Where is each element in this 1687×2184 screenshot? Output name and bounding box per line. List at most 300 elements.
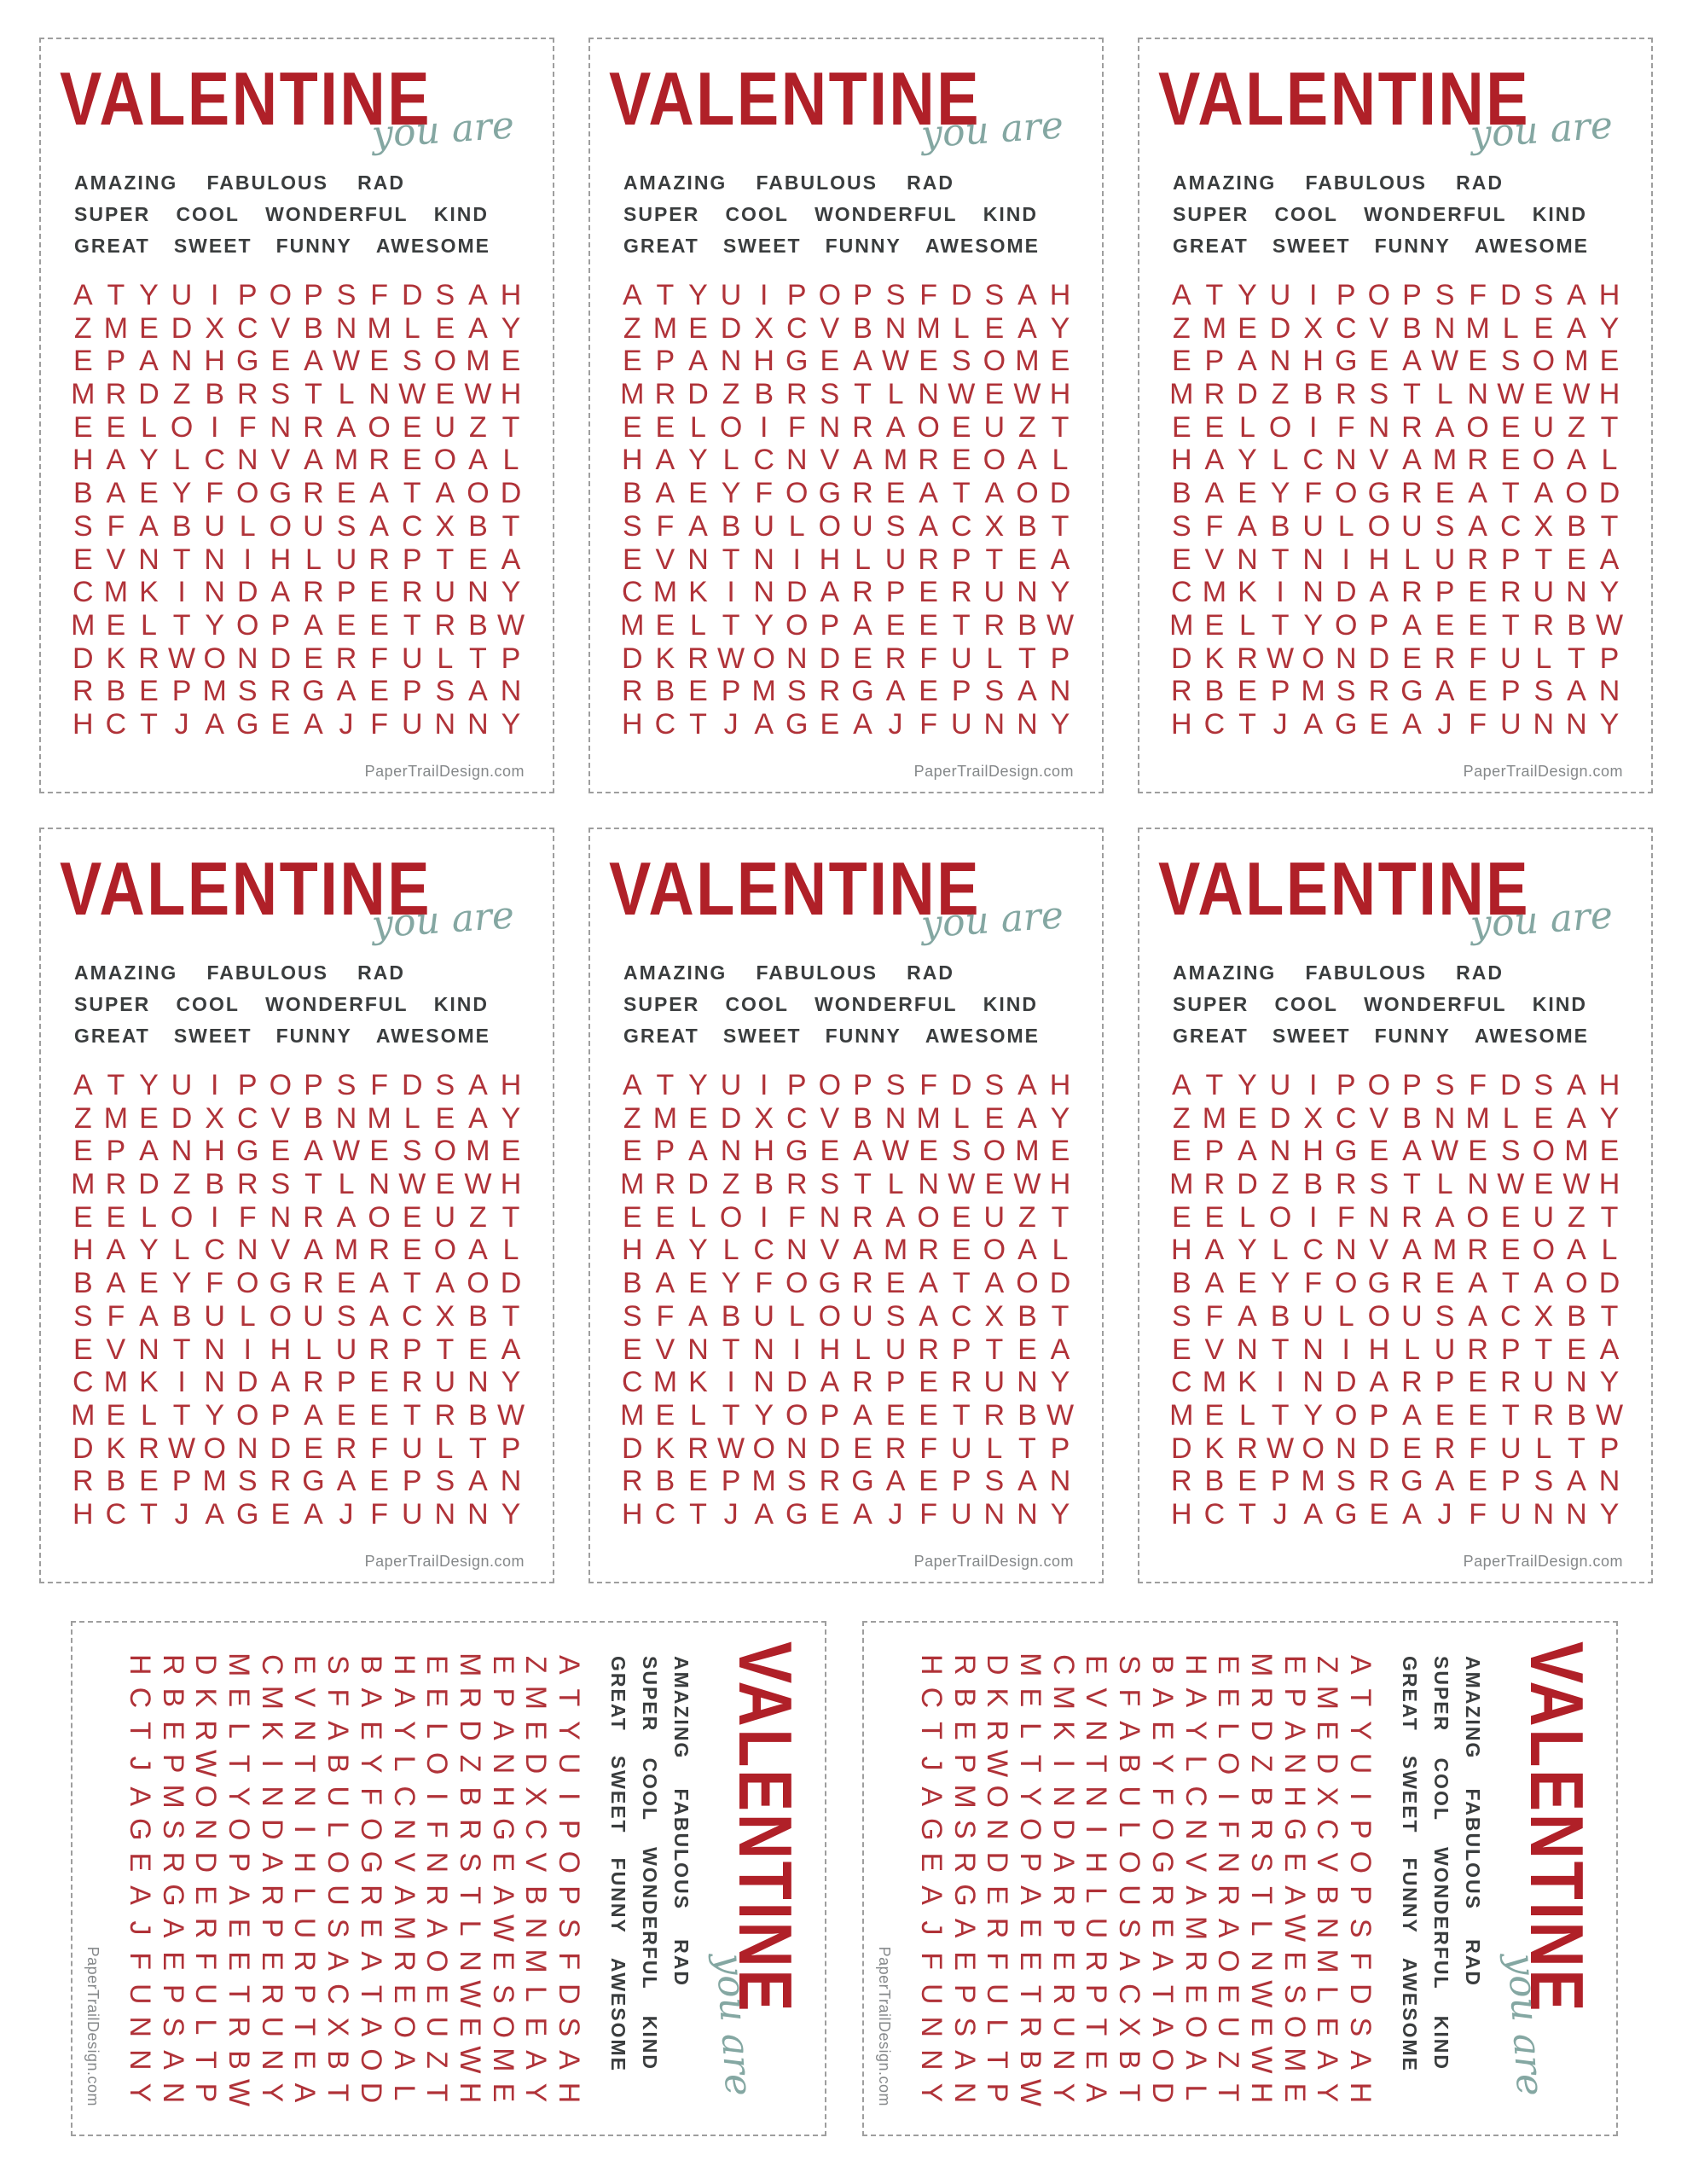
grid-letter: R xyxy=(1046,1983,1080,2005)
grid-letter: T xyxy=(952,1267,971,1300)
grid-letter: A xyxy=(1402,444,1422,477)
grid-letter: E xyxy=(288,2050,322,2070)
grid-letter: A xyxy=(336,1465,357,1498)
grid-letter: O xyxy=(387,2015,420,2039)
card-title: VALENTINE xyxy=(1515,1641,1599,2014)
grid-letter: S xyxy=(1533,279,1554,311)
grid-letter: O xyxy=(917,410,940,444)
word-list-word: WONDERFUL xyxy=(1430,1847,1452,1990)
grid-letter: E xyxy=(369,345,389,378)
grid-letter: K xyxy=(139,1366,159,1399)
grid-row xyxy=(67,1399,527,1432)
grid-letter: C xyxy=(519,1818,553,1840)
grid-letter: C xyxy=(1302,1234,1324,1267)
grid-letter: F xyxy=(919,642,938,675)
grid-letter: A xyxy=(1468,477,1487,510)
grid-letter: Z xyxy=(1172,1101,1191,1135)
grid-letter: P xyxy=(106,345,126,378)
grid-letter: U xyxy=(1499,1432,1522,1465)
grid-letter: H xyxy=(500,378,522,411)
grid-letter: O xyxy=(1565,477,1588,510)
grid-letter: E xyxy=(1244,2017,1278,2037)
grid-letter: D xyxy=(72,642,94,675)
footer-credit: PaperTrailDesign.com xyxy=(913,1553,1074,1570)
grid-row xyxy=(981,1648,1014,2109)
grid-letter: C xyxy=(236,1101,258,1135)
grid-letter: H xyxy=(1080,1851,1113,1873)
grid-letter: L xyxy=(387,1755,420,1772)
grid-letter: S xyxy=(486,1984,519,2004)
grid-letter: O xyxy=(1014,1818,1047,1841)
grid-letter: S xyxy=(1336,675,1356,708)
grid-row xyxy=(1165,1102,1626,1136)
grid-letter: D xyxy=(1368,1432,1390,1465)
grid-letter: T xyxy=(1018,642,1036,675)
grid-row xyxy=(1165,1234,1626,1267)
grid-letter: A xyxy=(468,1101,488,1135)
grid-letter: T xyxy=(1080,1754,1113,1773)
grid-letter: Y xyxy=(1046,2082,1080,2103)
grid-letter: R xyxy=(368,444,390,477)
grid-letter: Y xyxy=(139,444,159,477)
grid-letter: R xyxy=(270,1465,292,1498)
grid-letter: E xyxy=(1533,1168,1554,1201)
grid-letter: F xyxy=(755,1267,774,1300)
grid-letter: M xyxy=(1432,444,1458,477)
grid-letter: O xyxy=(752,1432,775,1465)
grid-letter: F xyxy=(206,1267,224,1300)
grid-letter: O xyxy=(1278,2015,1311,2039)
grid-letter: P xyxy=(786,1069,807,1101)
grid-letter: A xyxy=(304,707,323,741)
grid-letter: C xyxy=(105,707,127,741)
grid-letter: M xyxy=(367,311,391,345)
card-slot-4 xyxy=(39,828,554,1583)
word-list-line xyxy=(1173,167,1504,199)
grid-letter: N xyxy=(335,311,357,345)
grid-letter: B xyxy=(1113,2050,1146,2070)
grid-letter: P xyxy=(1599,1432,1620,1465)
grid-letter: R xyxy=(948,1654,981,1676)
grid-letter: A xyxy=(1145,1951,1179,1971)
grid-letter: M xyxy=(916,1101,941,1135)
grid-letter: F xyxy=(981,1952,1014,1971)
grid-letter: O xyxy=(433,444,457,477)
grid-row xyxy=(1165,576,1626,609)
grid-letter: L xyxy=(304,1333,322,1366)
grid-letter: L xyxy=(1212,1722,1245,1739)
grid-letter: L xyxy=(239,509,256,543)
grid-letter: E xyxy=(435,1101,455,1135)
grid-letter: O xyxy=(1532,1135,1556,1168)
grid-letter: M xyxy=(1311,1685,1344,1711)
grid-letter: S xyxy=(72,1299,93,1333)
grid-row xyxy=(67,378,527,411)
grid-letter: W xyxy=(168,1432,196,1465)
grid-letter: E xyxy=(1369,707,1389,741)
grid-letter: A xyxy=(124,1786,157,1807)
grid-letter: A xyxy=(1145,2017,1179,2037)
grid-letter: D xyxy=(1269,1101,1291,1135)
grid-letter: E xyxy=(622,1135,642,1168)
grid-letter: V xyxy=(1369,311,1389,345)
grid-letter: I xyxy=(727,1366,735,1399)
grid-letter: A xyxy=(369,1267,389,1300)
grid-letter: T xyxy=(1568,1432,1586,1465)
letter-grid xyxy=(914,1648,1377,2109)
grid-letter: I xyxy=(759,1200,768,1234)
grid-letter: Z xyxy=(172,378,191,411)
word-list-word: SUPER xyxy=(623,203,700,225)
grid-letter: K xyxy=(1238,576,1257,609)
grid-letter: N xyxy=(204,1366,225,1399)
grid-letter: H xyxy=(453,2082,486,2104)
grid-letter: R xyxy=(236,378,258,411)
grid-letter: N xyxy=(1335,642,1357,675)
grid-letter: A xyxy=(655,1267,675,1300)
grid-letter: P xyxy=(655,345,675,378)
grid-letter: T xyxy=(1534,1333,1553,1366)
grid-letter: N xyxy=(368,1168,390,1201)
grid-letter: N xyxy=(467,707,489,741)
grid-letter: P xyxy=(786,279,807,311)
grid-letter: D xyxy=(1244,1720,1278,1741)
grid-letter: R xyxy=(288,1950,322,1972)
grid-letter: M xyxy=(1202,311,1227,345)
grid-letter: O xyxy=(467,1267,490,1300)
grid-letter: E xyxy=(1468,345,1487,378)
grid-letter: A xyxy=(223,1885,256,1905)
grid-letter: P xyxy=(1435,576,1455,609)
grid-letter: U xyxy=(255,2016,288,2038)
grid-letter: R xyxy=(819,675,841,708)
grid-letter: F xyxy=(107,1299,125,1333)
grid-row xyxy=(616,312,1076,346)
grid-letter: R xyxy=(335,1432,357,1465)
grid-letter: A xyxy=(288,2082,322,2103)
grid-letter: F xyxy=(1469,1069,1487,1101)
grid-row xyxy=(67,708,527,741)
grid-letter: H xyxy=(72,444,94,477)
grid-letter: B xyxy=(106,675,126,708)
grid-letter: D xyxy=(1344,1983,1377,2005)
grid-letter: U xyxy=(1533,1366,1555,1399)
grid-letter: O xyxy=(786,1267,809,1300)
grid-letter: A xyxy=(435,477,455,510)
grid-letter: H xyxy=(622,1234,643,1267)
grid-letter: V xyxy=(655,543,675,576)
grid-letter: W xyxy=(1595,608,1624,642)
grid-letter: L xyxy=(338,378,355,411)
grid-letter: T xyxy=(223,1754,256,1773)
grid-letter: R xyxy=(303,477,324,510)
grid-letter: R xyxy=(786,1168,808,1201)
grid-row xyxy=(1244,1648,1278,2109)
grid-letter: R xyxy=(786,378,808,411)
grid-letter: D xyxy=(1046,1818,1080,1840)
word-list-word: FUNNY xyxy=(1374,235,1451,257)
grid-letter: S xyxy=(984,1465,1005,1498)
grid-row xyxy=(67,1135,527,1168)
grid-letter: F xyxy=(1344,1952,1377,1971)
grid-letter: I xyxy=(420,1792,454,1801)
grid-letter: M xyxy=(1014,1653,1047,1677)
grid-letter: H xyxy=(1302,1135,1324,1168)
grid-letter: A xyxy=(984,477,1005,510)
grid-letter: U xyxy=(720,279,742,311)
grid-letter: E xyxy=(336,608,357,642)
grid-letter: E xyxy=(1238,477,1257,510)
grid-row xyxy=(1145,1648,1179,2109)
grid-letter: E xyxy=(1369,1497,1389,1531)
grid-letter: T xyxy=(453,1886,486,1904)
grid-letter: H xyxy=(819,543,841,576)
grid-letter: E xyxy=(688,1101,708,1135)
grid-letter: T xyxy=(1244,1886,1278,1904)
grid-letter: L xyxy=(722,444,739,477)
grid-letter: S xyxy=(453,1852,486,1873)
grid-letter: A xyxy=(468,311,488,345)
grid-letter: O xyxy=(1367,1069,1391,1101)
grid-letter: B xyxy=(453,1786,486,1807)
word-list-word: FABULOUS xyxy=(1305,171,1427,194)
grid-letter: H xyxy=(1171,1234,1192,1267)
grid-letter: R xyxy=(1533,1398,1555,1432)
grid-letter: R xyxy=(654,1168,676,1201)
grid-letter: Y xyxy=(387,1721,420,1740)
grid-letter: C xyxy=(622,576,643,609)
grid-letter: P xyxy=(721,1465,741,1498)
grid-letter: G xyxy=(236,1135,259,1168)
grid-letter: N xyxy=(1335,444,1357,477)
grid-letter: O xyxy=(354,2048,387,2071)
grid-letter: T xyxy=(1568,642,1586,675)
grid-letter: I xyxy=(1308,279,1318,311)
grid-letter: L xyxy=(387,2084,420,2101)
grid-letter: U xyxy=(1533,576,1555,609)
grid-letter: O xyxy=(752,642,775,675)
grid-letter: A xyxy=(1278,1721,1311,1740)
grid-letter: N xyxy=(204,1333,225,1366)
grid-letter: Y xyxy=(1238,444,1257,477)
grid-letter: V xyxy=(820,1234,840,1267)
grid-letter: H xyxy=(288,1851,322,1873)
grid-letter: Y xyxy=(1050,1497,1070,1531)
grid-letter: W xyxy=(189,1750,223,1778)
footer-credit: PaperTrailDesign.com xyxy=(876,1946,893,2106)
grid-letter: O xyxy=(269,1299,293,1333)
grid-letter: F xyxy=(107,509,125,543)
grid-letter: A xyxy=(688,345,708,378)
word-list-word: KIND xyxy=(433,993,489,1015)
grid-letter: N xyxy=(915,2016,948,2038)
grid-letter: C xyxy=(622,1366,643,1399)
grid-letter: F xyxy=(919,279,938,311)
grid-letter: E xyxy=(402,444,422,477)
grid-letter: R xyxy=(1244,1687,1278,1709)
grid-letter: E xyxy=(1468,1398,1487,1432)
grid-letter: E xyxy=(124,1852,157,1873)
grid-letter: S xyxy=(1278,1984,1311,2004)
grid-letter: Y xyxy=(1599,707,1620,741)
grid-letter: P xyxy=(1500,675,1521,708)
grid-letter: P xyxy=(255,1918,288,1938)
grid-letter: S xyxy=(1533,1465,1554,1498)
grid-letter: C xyxy=(1335,1101,1357,1135)
grid-letter: C xyxy=(204,1234,225,1267)
grid-letter: A xyxy=(354,1951,387,1971)
grid-letter: P xyxy=(885,576,906,609)
word-list-word: COOL xyxy=(725,203,789,225)
grid-letter: N xyxy=(420,1851,454,1873)
grid-letter: F xyxy=(656,1299,675,1333)
grid-letter: M xyxy=(1465,1101,1490,1135)
grid-letter: O xyxy=(786,608,809,642)
grid-letter: A xyxy=(1402,345,1422,378)
grid-letter: D xyxy=(687,1168,709,1201)
grid-letter: P xyxy=(1599,642,1620,675)
grid-letter: N xyxy=(1046,2049,1080,2071)
grid-letter: Y xyxy=(1238,1234,1257,1267)
grid-letter: O xyxy=(354,1818,387,1841)
grid-letter: G xyxy=(1400,1465,1423,1498)
grid-letter: Z xyxy=(722,1168,740,1201)
grid-letter: U xyxy=(434,1366,456,1399)
grid-row xyxy=(67,1201,527,1234)
grid-letter: D xyxy=(1049,1267,1071,1300)
grid-letter: Y xyxy=(1050,311,1070,345)
grid-letter: N xyxy=(786,642,808,675)
grid-letter: B xyxy=(223,2050,256,2070)
grid-letter: F xyxy=(919,1069,938,1101)
grid-letter: L xyxy=(1179,2084,1212,2101)
grid-letter: T xyxy=(1600,1200,1619,1234)
grid-letter: Z xyxy=(1271,1168,1290,1201)
grid-letter: P xyxy=(336,576,357,609)
grid-letter: T xyxy=(1501,608,1520,642)
grid-letter: L xyxy=(1239,1200,1255,1234)
grid-letter: D xyxy=(687,378,709,411)
grid-letter: J xyxy=(1437,707,1452,741)
grid-letter: E xyxy=(1179,1984,1212,2004)
grid-letter: F xyxy=(755,477,774,510)
grid-letter: D xyxy=(171,1101,193,1135)
grid-letter: E xyxy=(1204,1200,1225,1234)
word-list-line xyxy=(1173,230,1589,262)
grid-letter: N xyxy=(1046,1786,1080,1807)
card-title: VALENTINE xyxy=(60,846,432,931)
grid-letter: O xyxy=(1301,642,1325,675)
grid-letter: E xyxy=(519,1721,553,1740)
grid-letter: R xyxy=(981,1917,1014,1939)
grid-row xyxy=(67,675,527,708)
grid-letter: E xyxy=(106,608,126,642)
word-list-word: KIND xyxy=(983,993,1038,1015)
grid-letter: P xyxy=(1270,675,1290,708)
word-list-word: KIND xyxy=(433,203,489,225)
grid-letter: P xyxy=(402,1333,422,1366)
grid-letter: S xyxy=(435,1069,455,1101)
grid-letter: E xyxy=(1500,410,1521,444)
grid-letter: I xyxy=(243,1333,252,1366)
grid-letter: E xyxy=(72,345,93,378)
grid-letter: U xyxy=(434,576,456,609)
grid-letter: F xyxy=(1336,1200,1355,1234)
grid-letter: E xyxy=(223,1951,256,1971)
grid-row xyxy=(288,1648,322,2109)
grid-letter: M xyxy=(71,608,96,642)
grid-letter: R xyxy=(950,1366,972,1399)
grid-letter: L xyxy=(1113,1821,1146,1838)
grid-letter: F xyxy=(238,410,257,444)
grid-letter: E xyxy=(981,1885,1014,1905)
grid-letter: C xyxy=(72,576,94,609)
grid-letter: P xyxy=(553,1885,585,1905)
grid-letter: E xyxy=(156,1721,189,1740)
word-list-line xyxy=(623,989,1038,1020)
grid-letter: Z xyxy=(469,1200,487,1234)
grid-row xyxy=(616,1366,1076,1399)
grid-letter: G xyxy=(818,1267,842,1300)
grid-letter: F xyxy=(370,707,389,741)
grid-letter: T xyxy=(288,1754,322,1773)
grid-letter: U xyxy=(322,1786,355,1807)
grid-letter: M xyxy=(883,1234,908,1267)
word-list xyxy=(602,1656,697,2072)
grid-letter: R xyxy=(1401,1366,1423,1399)
grid-row xyxy=(67,1432,527,1466)
grid-letter: D xyxy=(819,642,841,675)
grid-letter: I xyxy=(210,1200,219,1234)
grid-row xyxy=(1165,1333,1626,1367)
grid-letter: L xyxy=(690,410,706,444)
grid-letter: L xyxy=(420,1722,454,1739)
grid-letter: O xyxy=(1344,1850,1377,1874)
grid-letter: V xyxy=(820,444,840,477)
grid-letter: R xyxy=(1401,477,1423,510)
grid-letter: A xyxy=(322,1951,355,1971)
grid-letter: I xyxy=(553,1792,585,1801)
grid-letter: U xyxy=(983,410,1006,444)
grid-letter: R xyxy=(1335,1168,1357,1201)
grid-letter: A xyxy=(205,707,225,741)
grid-letter: J xyxy=(1272,707,1288,741)
grid-row xyxy=(616,609,1076,642)
grid-letter: K xyxy=(1238,1366,1257,1399)
grid-letter: T xyxy=(1238,1497,1256,1531)
word-list-word: SUPER xyxy=(1173,993,1249,1015)
grid-letter: R xyxy=(1467,1234,1488,1267)
grid-letter: F xyxy=(1113,1688,1146,1707)
grid-letter: E xyxy=(189,1885,223,1905)
card-slot-8-rotated xyxy=(861,1623,1619,2135)
grid-letter: T xyxy=(722,543,740,576)
grid-letter: E xyxy=(1145,1918,1179,1938)
grid-letter: E xyxy=(688,675,708,708)
grid-letter: T xyxy=(1344,1688,1377,1707)
card-title: VALENTINE xyxy=(1158,56,1531,141)
grid-letter: D xyxy=(819,1432,841,1465)
grid-letter: Y xyxy=(501,311,521,345)
grid-letter: O xyxy=(1113,1850,1146,1874)
grid-letter: I xyxy=(1276,1366,1284,1399)
grid-letter: A xyxy=(853,608,872,642)
grid-letter: N xyxy=(1302,1333,1324,1366)
grid-letter: W xyxy=(453,2046,486,2074)
grid-letter: Y xyxy=(171,1267,192,1300)
card-subtitle: you are xyxy=(1499,1952,1552,2098)
grid-letter: O xyxy=(983,444,1006,477)
